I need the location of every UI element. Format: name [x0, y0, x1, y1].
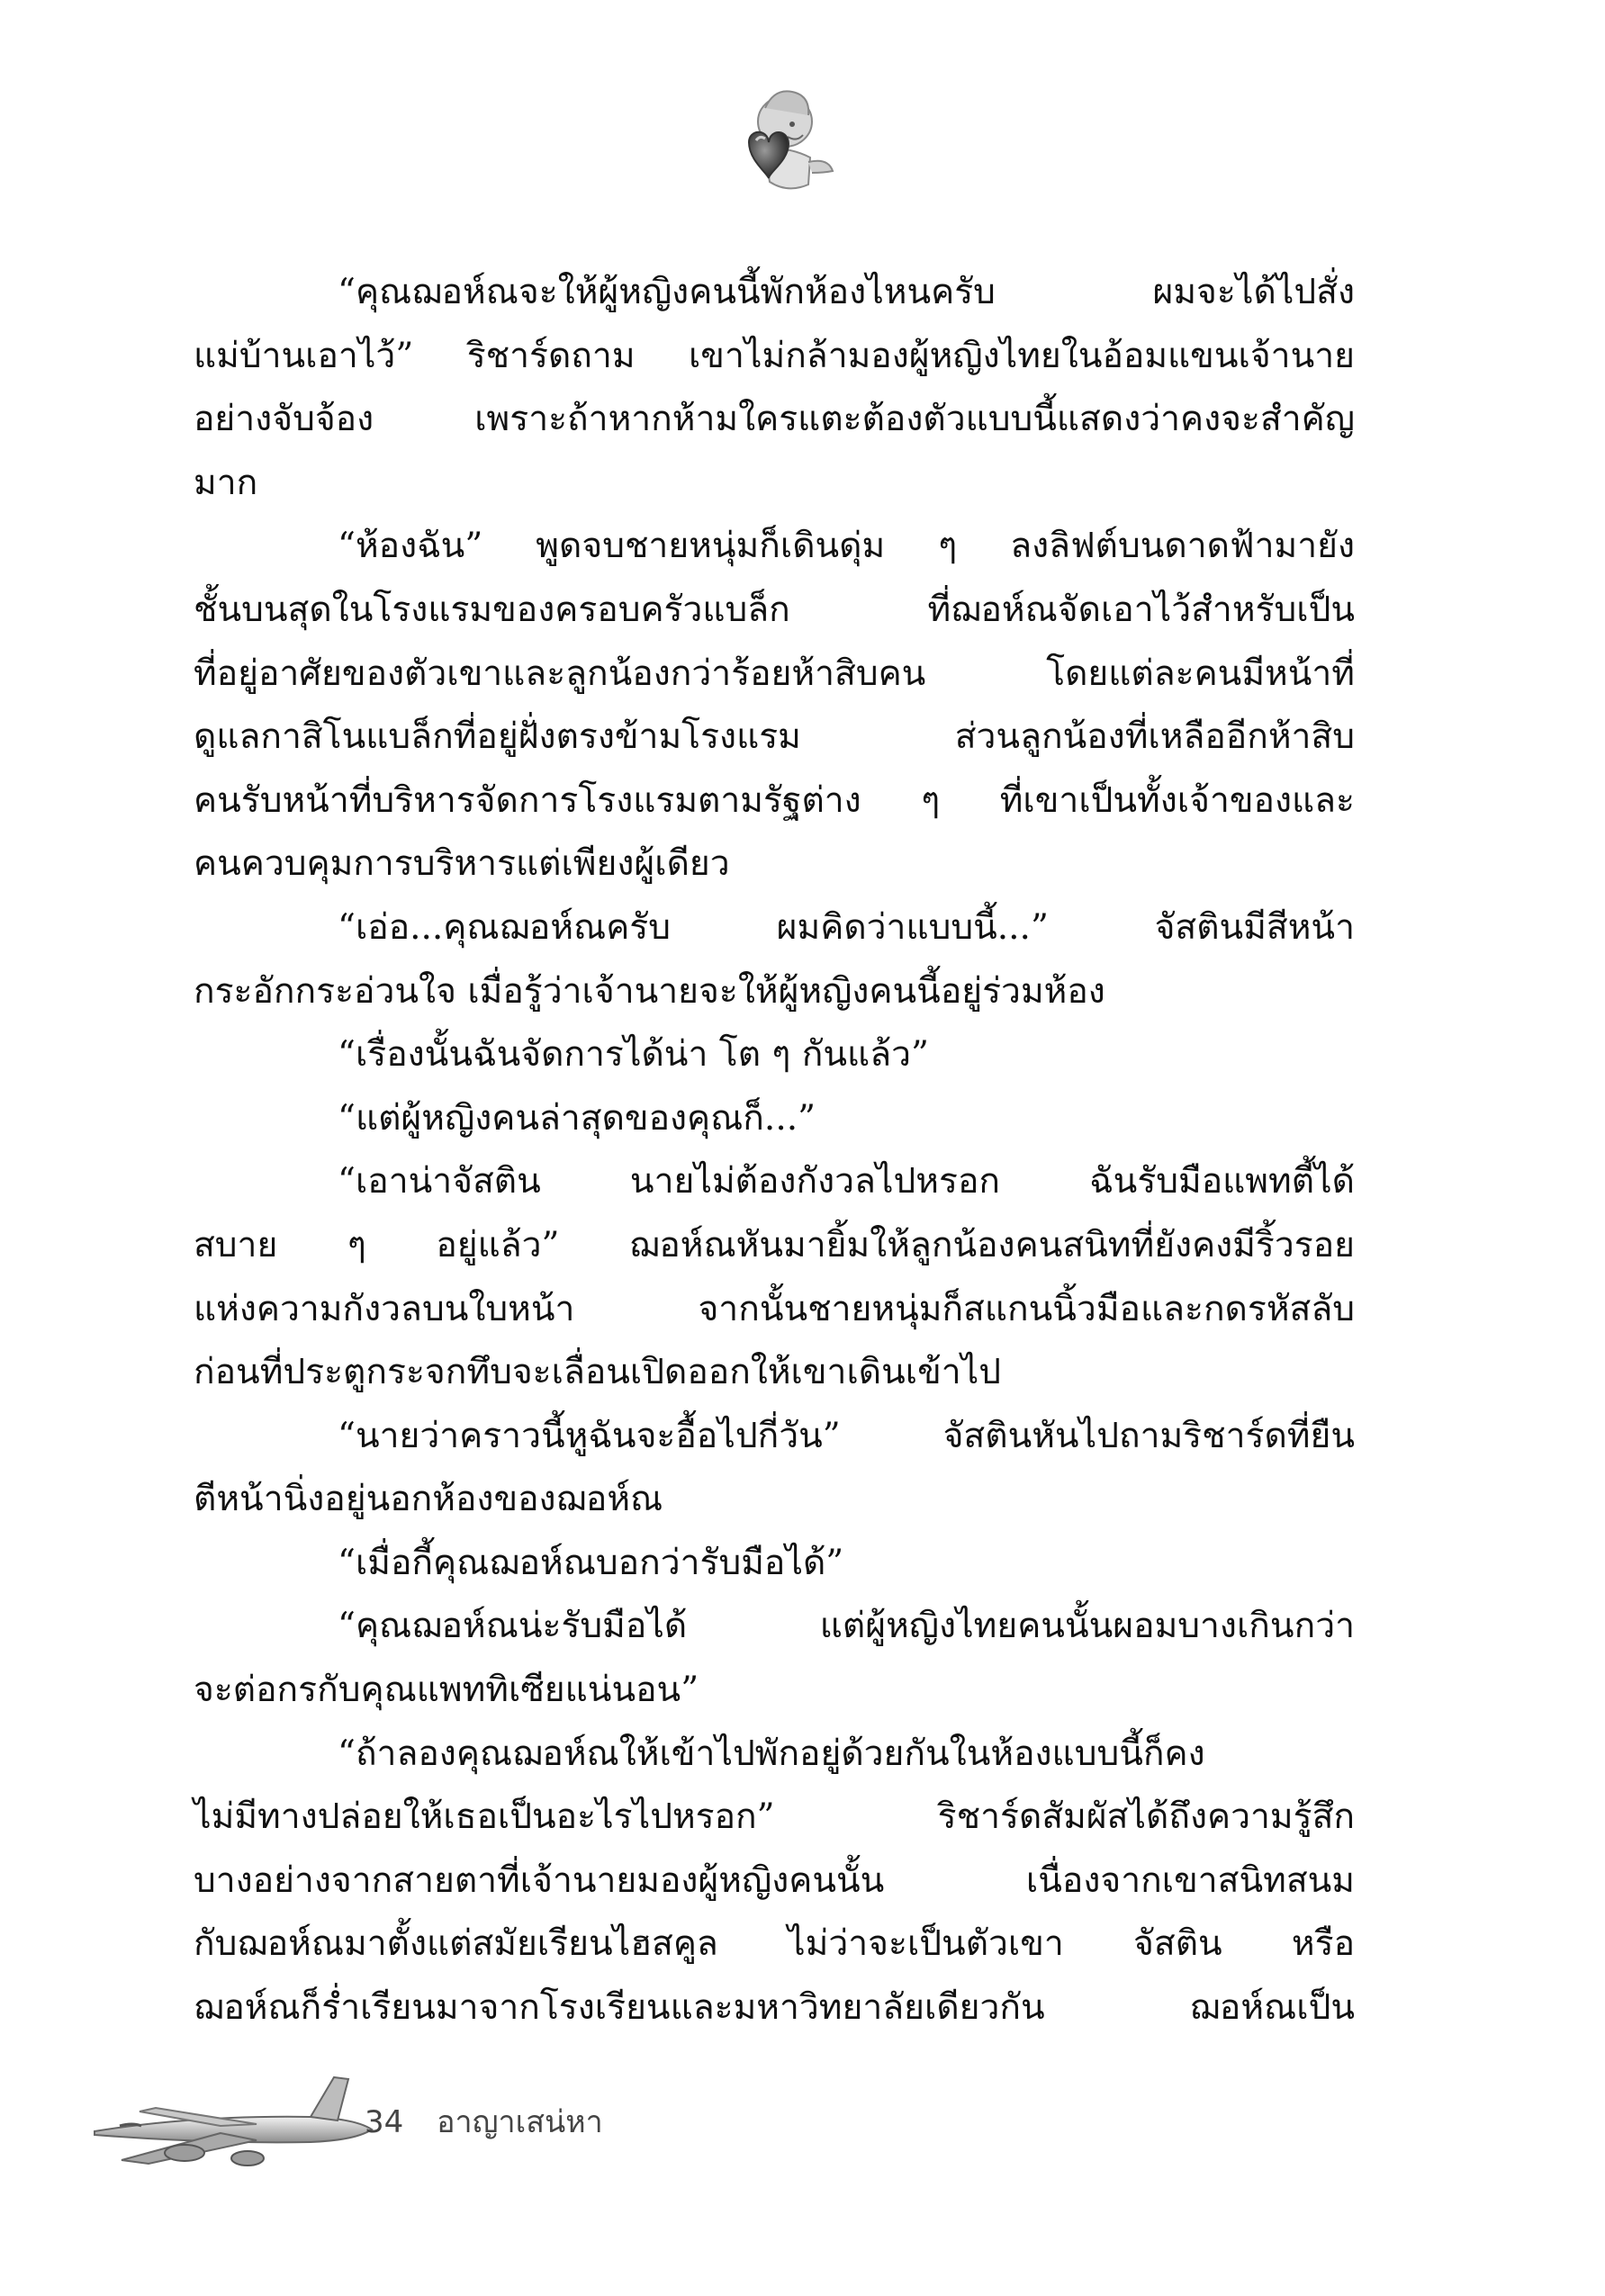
page-footer	[86, 2070, 716, 2178]
text-line: “เรื่องนั้นฉันจัดการได้น่า โต ๆ กันแล้ว”	[338, 1034, 929, 1076]
text-line: มาก	[194, 462, 258, 503]
text-line: แห่งความกังวลบนใบหน้า จากนั้นชายหนุ่มก็สแกนนิ้วมือและกดรหัสลับ	[194, 1288, 1355, 1329]
text-line: “คุณฌอห์ณน่ะรับมือได้ แต่ผู้หญิงไทยคนนั้นผอมบางเกินกว่า	[338, 1606, 1355, 1647]
cupid-with-heart-icon	[702, 72, 837, 207]
text-line: บางอย่างจากสายตาที่เจ้านายมองผู้หญิงคนนั้น เนื่องจากเขาสนิทสนม	[194, 1859, 1355, 1901]
text-line: คนควบคุมการบริหารแต่เพียงผู้เดียว	[194, 843, 730, 885]
book-title: อาญาเสน่หา	[437, 2104, 603, 2140]
text-line: ก่อนที่ประตูกระจกทึบจะเลื่อนเปิดออกให้เขาเดินเข้าไป	[194, 1352, 1002, 1393]
page-folio	[365, 2097, 603, 2146]
text-line: ที่อยู่อาศัยของตัวเขาและลูกน้องกว่าร้อยห้าสิบคน โดยแต่ละคนมีหน้าที่	[194, 653, 1355, 694]
text-line: ตีหน้านิ่งอยู่นอกห้องของฌอห์ณ	[194, 1479, 663, 1520]
text-line: กระอักกระอ่วนใจ เมื่อรู้ว่าเจ้านายจะให้ผู้หญิงคนนี้อยู่ร่วมห้อง	[194, 970, 1105, 1012]
text-line: “เมื่อกี้คุณฌอห์ณบอกว่ารับมือได้”	[338, 1542, 844, 1583]
text-line: “แต่ผู้หญิงคนล่าสุดของคุณก็...”	[338, 1097, 816, 1139]
text-line: อย่างจับจ้อง เพราะถ้าหากห้ามใครแตะต้องตัวแบบนี้แสดงว่าคงจะสำคัญ	[194, 399, 1355, 440]
text-line: “เอ่อ...คุณฌอห์ณครับ ผมคิดว่าแบบนี้...” จัสตินมีสีหน้า	[338, 906, 1355, 948]
text-line: จะต่อกรกับคุณแพททิเซียแน่นอน”	[194, 1670, 699, 1711]
story-text	[194, 261, 1355, 2040]
text-line: ชั้นบนสุดในโรงแรมของครอบครัวแบล็ก ที่ฌอห์ณจัดเอาไว้สำหรับเป็น	[194, 589, 1355, 630]
text-line: สบาย ๆ อยู่แล้ว” ฌอห์ณหันมายิ้มให้ลูกน้องคนสนิทที่ยังคงมีริ้วรอย	[194, 1224, 1355, 1265]
text-line: “ห้องฉัน” พูดจบชายหนุ่มก็เดินดุ่ม ๆ ลงลิฟต์บนดาดฟ้ามายัง	[338, 526, 1355, 567]
text-line: “คุณฌอห์ณจะให้ผู้หญิงคนนี้พักห้องไหนครับ ผมจะได้ไปสั่ง	[338, 272, 1355, 312]
airplane-icon	[86, 2070, 392, 2178]
text-line: แม่บ้านเอาไว้” ริชาร์ดถาม เขาไม่กล้ามองผู้หญิงไทยในอ้อมแขนเจ้านาย	[194, 335, 1355, 376]
text-line: “ถ้าลองคุณฌอห์ณให้เข้าไปพักอยู่ด้วยกันในห้องแบบนี้ก็คง	[338, 1733, 1205, 1774]
text-line: กับฌอห์ณมาตั้งแต่สมัยเรียนไฮสคูล ไม่ว่าจะเป็นตัวเขา จัสติน หรือ	[194, 1923, 1355, 1965]
text-line: ไม่มีทางปล่อยให้เธอเป็นอะไรไปหรอก” ริชาร์ดสัมผัสได้ถึงความรู้สึก	[194, 1796, 1355, 1838]
text-line: “เอาน่าจัสติน นายไม่ต้องกังวลไปหรอก ฉันรับมือแพทตี้ได้	[338, 1161, 1355, 1202]
text-line: คนรับหน้าที่บริหารจัดการโรงแรมตามรัฐต่าง ๆ ที่เขาเป็นทั้งเจ้าของและ	[194, 779, 1355, 821]
text-line: “นายว่าคราวนี้หูฉันจะอื้อไปกี่วัน” จัสตินหันไปถามริชาร์ดที่ยืน	[338, 1415, 1355, 1456]
text-line: ฌอห์ณก็ร่ำเรียนมาจากโรงเรียนและมหาวิทยาลัยเดียวกัน ฌอห์ณเป็น	[194, 1987, 1355, 2029]
text-line: ดูแลกาสิโนแบล็กที่อยู่ฝั่งตรงข้ามโรงแรม ส่วนลูกน้องที่เหลืออีกห้าสิบ	[194, 716, 1355, 758]
page-number: 34	[365, 2104, 404, 2140]
